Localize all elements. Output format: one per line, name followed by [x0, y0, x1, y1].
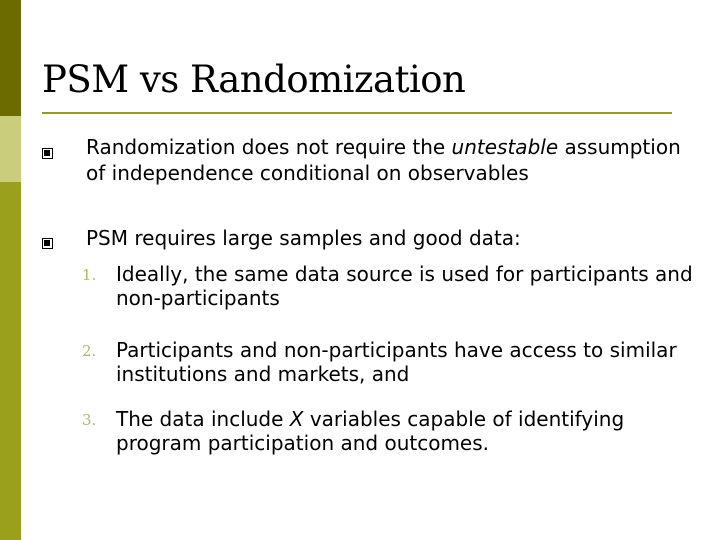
- list-item-text: Ideally, the same data source is used for participants and non-participants: [116, 262, 693, 310]
- bullet-text-italic: untestable: [451, 135, 559, 159]
- bullet-text-part: assumption of independence conditional on observables: [86, 135, 681, 185]
- bullet-icon: [42, 142, 53, 162]
- list-number: 1.: [82, 266, 97, 284]
- sidebar-accent-light: [0, 116, 21, 182]
- list-item-text: [116, 407, 696, 455]
- slide-title: PSM vs Randomization: [42, 58, 466, 101]
- list-item-text-part: variables capable of identifying program participation and outcomes.: [116, 407, 625, 455]
- list-item-text-italic: X: [289, 407, 304, 431]
- bullet-icon: [42, 232, 53, 252]
- list-item-text-part: The data include: [116, 407, 290, 431]
- list-number: 2.: [82, 342, 97, 360]
- list-number: 3.: [82, 411, 97, 429]
- sidebar-accent-olive: [0, 182, 21, 540]
- title-underline: [42, 112, 672, 114]
- bullet-text: PSM requires large samples and good data:: [86, 226, 521, 250]
- sidebar-accent-dark: [0, 0, 21, 116]
- bullet-text: [86, 134, 686, 186]
- bullet-text-part: Randomization does not require the: [86, 135, 452, 159]
- list-item-text: Participants and non-participants have access to similar institutions and markets, and: [116, 338, 677, 386]
